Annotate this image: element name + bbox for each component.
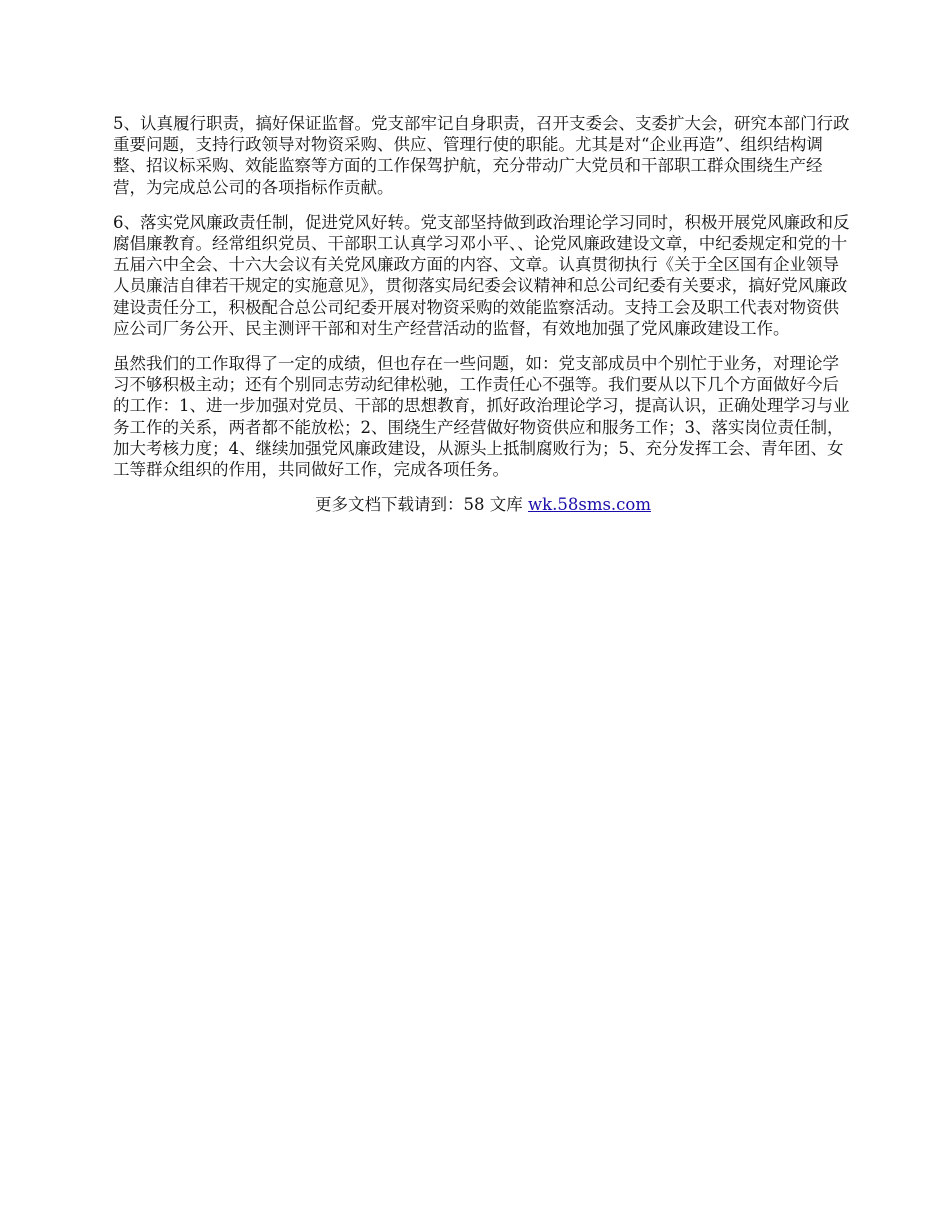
paragraph-issues-and-plans: 虽然我们的工作取得了一定的成绩，但也存在一些问题，如：党支部成员中个别忙于业务，对理论学习不够积极主动；还有个别同志劳动纪律松驰，工作责任心不强等。我们要从以下几个方面做好今后的工作：1、进一步加强对党员、干部的思想教育，抓好政治理论学习，提高认识，正确处理学习与业务工作的关系，两者都不能放松；2、围绕生产经营做好物资供应和服务工作；3、落实岗位责任制，加大考核力度；4、继续加强党风廉政建设，从源头上抵制腐败行为；5、充分发挥工会、青年团、女工等群众组织的作用，共同做好工作，完成各项任务。 [113, 354, 850, 480]
paragraph-clean-governance: 6、落实党风廉政责任制，促进党风好转。党支部坚持做到政治理论学习同时，积极开展党风廉政和反腐倡廉教育。经常组织党员、干部职工认真学习邓小平、、论党风廉政建设文章，中纪委规定和党的十五届六中全会、十六大会议有关党风廉政方面的内容、文章。认真贯彻执行《关于全区国有企业领导人员廉洁自律若干规定的实施意见》，贯彻落实局纪委会议精神和总公司纪委有关要求，搞好党风廉政建设责任分工，积极配合总公司纪委开展对物资采购的效能监察活动。支持工会及职工代表对物资供应公司厂务公开、民主测评干部和对生产经营活动的监督，有效地加强了党风廉政建设工作。 [113, 212, 850, 338]
paragraph-duty-supervision: 5、认真履行职责，搞好保证监督。党支部牢记自身职责，召开支委会、支委扩大会，研究本部门行政重要问题，支持行政领导对物资采购、供应、管理行使的职能。尤其是对“企业再造”、组织结构调整、招议标采购、效能监察等方面的工作保驾护航，充分带动广大党员和干部职工群众围绕生产经营，为完成总公司的各项指标作贡献。 [113, 114, 850, 197]
document-body [113, 113, 853, 515]
footer-prefix: 更多文档下载请到：58 文库 [314, 495, 528, 515]
footer-link[interactable]: wk.58sms.com [527, 495, 651, 515]
download-footer [113, 494, 853, 515]
